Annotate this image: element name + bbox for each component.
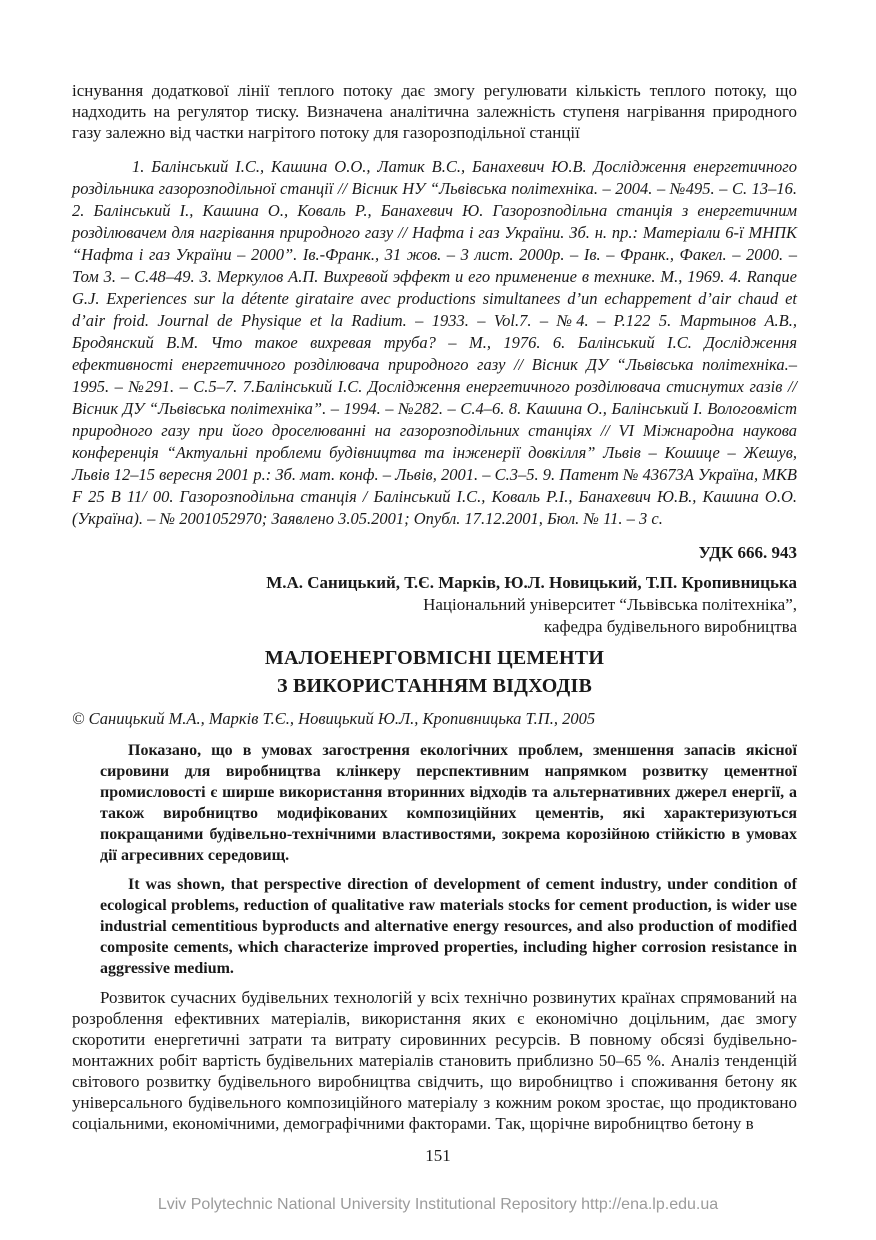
references-paragraph: 1. Балінський І.С., Кашина О.О., Латик В.С., Банахевич Ю.В. Дослідження енергетичного роздільника газорозподільної станції // Вісник НУ “Львівська політехніка. – 2004. – №495. – С. 13–16. 2. Балінський І., Кашина О., Коваль Р., Банахевич Ю. Газорозподільна станція з енергетичним розділювачем для нагрівання природного газу // Нафта і газ України. Зб. н. пр.: Матеріали 6-ї МНПК “Нафта і газ України – 2000”. Ів.-Франк., 31 жов. – 3 лист. 2000р. – Ів. – Франк., Факел. – 2000. – Том 3. – С.48–49. 3. Меркулов А.П. Вихревой эффект и его применение в технике. М., 1969. 4. Ranque G.J. Experiences sur la détente girataire avec productions simultanees d’un echappement d’air chaud et d’air froid. Journal de Physique et la Radium. – 1933. – Vol.7. – №4. – P.122 5. Мартынов А.В., Бродянский В.М. Что такое вихревая труба? – М., 1976. 6. Балінський І.С. Дослідження ефективності енергетичного розділювача природного газу // Вісник ДУ “Львівська політехніка.– 1995. – №291. – С.5–7. 7.Балінський І.С. Дослідження енергетичного розділювача стиснутих газів // Вісник ДУ “Львівська політехніка”. – 1994. – №282. – С.4–6. 8. Кашина О., Балінський І. Вологовміст природного газу при його дроселюванні на газорозподільних станціях // VI Міжнародна наукова конференція “Актуальні проблеми будівництва та інженерії довкілля” Львів – Кошице – Жешув, Львів 12–15 вересня 2001 р.: Зб. мат. конф. – Львів, 2001. – С.3–5. 9. Патент № 43673А Україна, МКВ F 25 В 11/ 00. Газорозподільна станція / Балінський І.С., Коваль Р.І., Банахевич Ю.В., Кашина О.О. (Україна). – № 2001052970; Заявлено 3.05.2001; Опубл. 17.12.2001, Бюл. № 11. – 3 с. [72,157,797,528]
page-number: 151 [425,1146,451,1165]
abstract-english: It was shown, that perspective direction of development of cement industry, under condition of ecological problems, reduction of qualitative raw materials stocks for cement production, is wider use industrial cementitious byproducts and alternative energy resources, and also production of modified composite cements, which characterize improved properties, including higher corrosion resistance in aggressive medium. [100,876,797,977]
authors-line: М.А. Саницький, Т.Є. Марків, Ю.Л. Новицький, Т.П. Кропивницька [266,573,797,592]
continuation-paragraph: існування додаткової лінії теплого потоку дає змогу регулювати кількість теплого потоку, що надходить на регулятор тиску. Визначена аналітична залежність ступеня нагрівання природного газу залежно від частки нагрітого потоку для газорозподільної станції [72,81,797,142]
authors-block [72,572,797,638]
title-line-2: З ВИКОРИСТАННЯМ ВІДХОДІВ [276,675,592,697]
title-line-1: МАЛОЕНЕРГОВМІСНІ ЦЕМЕНТИ [264,647,605,669]
abstract-ukrainian: Показано, що в умовах загострення екологічних проблем, зменшення запасів якісної сировини для виробництва клінкеру перспективним напрямком розвитку цементної промисловості є ширше використання вторинних відходів та альтернативних джерел енергії, а також виробництво модифікованих композиційних цементів, які характеризуються покращаними будівельно-технічними властивостями, зокрема корозійною стійкістю в умовах дії агресивних середовищ. [100,742,797,864]
affiliation-line-2: кафедра будівельного виробництва [543,617,797,636]
article-title [72,644,797,700]
body-paragraph: Розвиток сучасних будівельних технологій у всіх технічно розвинутих країнах спрямований на розроблення ефективних матеріалів, використання яких є економічно доцільним, дає змогу скоротити енергетичні затрати та витрату сировинних ресурсів. В повному обсязі будівельно-монтажних робіт вартість будівельних матеріалів становить приблизно 50–65 %. Аналіз тенденцій світового розвитку будівельного виробництва свідчить, що виробництво і споживання бетону як універсального будівельного композиційного матеріалу з кожним роком зростає, що продиктовано соціальними, економічними, демографічними факторами. Так, щорічне виробництво бетону в [72,988,797,1133]
affiliation-line-1: Національний університет “Львівська політехніка”, [423,595,797,614]
page-content [72,80,797,1134]
repository-footer: Lviv Polytechnic National University Institutional Repository http://ena.lp.edu.ua [157,1196,719,1213]
copyright-line: © Саницький М.А., Марків Т.Є., Новицький Ю.Л., Кропивницька Т.П., 2005 [72,709,596,728]
udc-label: УДК 666. 943 [698,543,797,562]
